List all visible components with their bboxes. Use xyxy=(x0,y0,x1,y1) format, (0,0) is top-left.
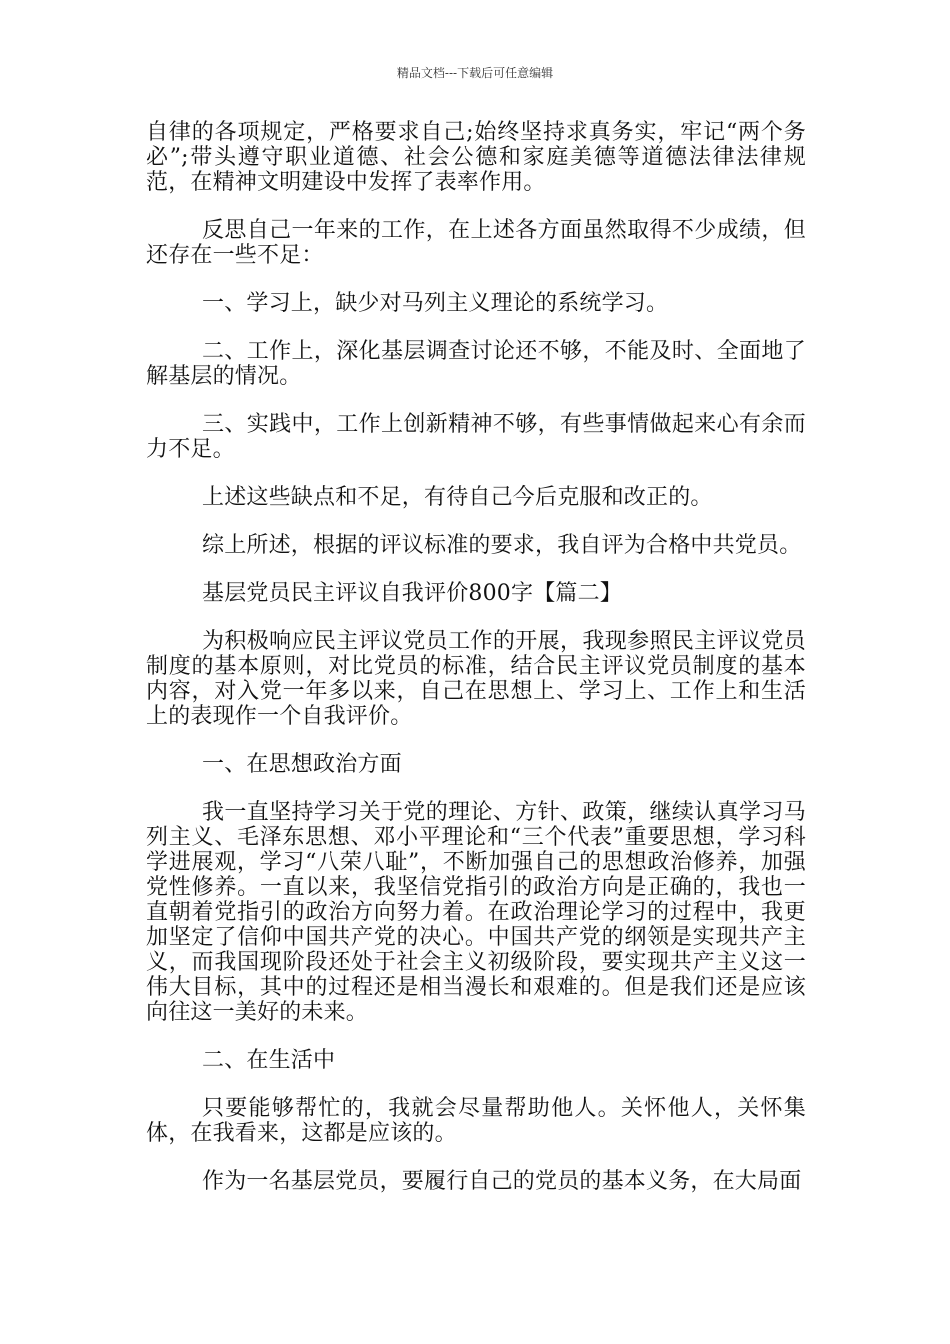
document-body xyxy=(146,120,806,1217)
paragraph: 我一直坚持学习关于党的理论、方针、政策，继续认真学习马列主义、毛泽东思想、邓小平理论和“三个代表”重要思想，学习科学进展观，学习“八荣八耻”，不断加强自己的思想政治修养，加强党性修养。一直以来，我坚信党指引的政治方向是正确的，我也一直朝着党指引的政治方向努力着。在政治理论学习的过程中，我更加坚定了信仰中国共产党的决心。中国共产党的纲领是实现共产主义，而我国现阶段还处于社会主义初级阶段，要实现共产主义这一伟大目标，其中的过程还是相当漫长和艰难的。但是我们还是应该向往这一美好的未来。 xyxy=(146,800,806,1025)
paragraph: 一、学习上，缺少对马列主义理论的系统学习。 xyxy=(202,291,669,316)
paragraph: 二、工作上，深化基层调查讨论还不够，不能及时、全面地了解基层的情况。 xyxy=(146,339,806,389)
paragraph: 作为一名基层党员，要履行自己的党员的基本义务，在大局面 xyxy=(202,1169,802,1194)
paragraph: 综上所述，根据的评议标准的要求，我自评为合格中共党员。 xyxy=(202,533,802,558)
paragraph: 上述这些缺点和不足，有待自己今后克服和改正的。 xyxy=(202,485,713,510)
subheading: 二、在生活中 xyxy=(202,1048,336,1073)
paragraph: 自律的各项规定，严格要求自己;始终坚持求真务实，牢记“两个务必”;带头遵守职业道德、社会公德和家庭美德等道德法律法律规范，在精神文明建设中发挥了表率作用。 xyxy=(146,120,806,195)
subheading: 一、在思想政治方面 xyxy=(202,752,402,777)
paragraph: 三、实践中，工作上创新精神不够，有些事情做起来心有余而力不足。 xyxy=(146,412,806,462)
section-title: 基层党员民主评议自我评价800字【篇二】 xyxy=(202,581,622,606)
paragraph: 为积极响应民主评议党员工作的开展，我现参照民主评议党员制度的基本原则，对比党员的标准，结合民主评议党员制度的基本内容，对入党一年多以来，自己在思想上、学习上、工作上和生活上的表现作一个自我评价。 xyxy=(146,629,806,729)
paragraph: 反思自己一年来的工作，在上述各方面虽然取得不少成绩，但还存在一些不足： xyxy=(146,218,806,268)
paragraph: 只要能够帮忙的，我就会尽量帮助他人。关怀他人，关怀集体，在我看来，这都是应该的。 xyxy=(146,1096,806,1146)
page-header: 精品文档---下载后可任意编辑 xyxy=(396,66,554,80)
